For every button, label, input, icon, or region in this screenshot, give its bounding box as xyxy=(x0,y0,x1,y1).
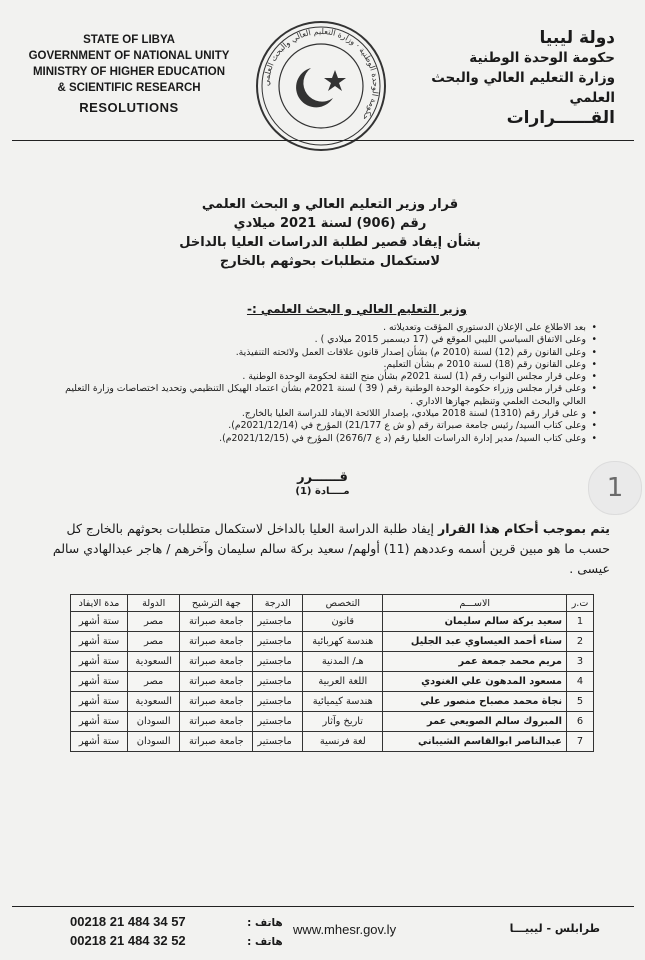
list-item: • وعلى القانون رقم (18) لسنة 2010 م بشأن التعليم. xyxy=(40,359,586,371)
table-cell: لغة فرنسية xyxy=(303,732,383,752)
header-ar-resolutions: القــــــرارات xyxy=(506,108,615,128)
table-cell: مريم محمد جمعة عمر xyxy=(383,652,567,672)
phone-number: 00218 21 484 32 52 xyxy=(70,933,186,948)
table-row xyxy=(71,632,594,652)
table-cell: جامعة صبراتة xyxy=(180,612,253,632)
footer-city: طرابلس - ليبيـــا xyxy=(509,922,600,935)
column-header: الدولة xyxy=(128,595,180,612)
table-cell: ماجستير xyxy=(253,672,303,692)
table-cell: سناء أحمد العيساوي عبد الجليل xyxy=(383,632,567,652)
star-icon xyxy=(324,70,346,91)
table-row xyxy=(71,712,594,732)
table-cell: جامعة صبراتة xyxy=(180,632,253,652)
table-cell: تاريخ وآثار xyxy=(303,712,383,732)
table-cell: 1 xyxy=(567,612,594,632)
article-lead: يتم بموجب أحكام هذا القرار xyxy=(438,521,610,536)
column-header: ت.ر xyxy=(567,595,594,612)
table-cell: هندسة كيميائية xyxy=(303,692,383,712)
table-cell: 6 xyxy=(567,712,594,732)
phone-number: 00218 21 484 34 57 xyxy=(70,914,186,929)
table-cell: مصر xyxy=(128,612,180,632)
column-header: التخصص xyxy=(303,595,383,612)
title-line: بشأن إيفاد قصير لطلبة الدراسات العليا بالداخل xyxy=(179,235,481,250)
column-header: الاســـم xyxy=(383,595,567,612)
table-cell: جامعة صبراتة xyxy=(180,732,253,752)
legal-basis-list xyxy=(40,322,600,445)
list-item: • وعلى كتاب السيد/ مدير إدارة الدراسات العليا رقم (د ع 2676/7) المؤرخ في (2021/12/15م). xyxy=(40,433,586,445)
minister-heading: وزير التعليم العالي و البحث العلمي :- xyxy=(246,302,467,316)
table-cell: جامعة صبراتة xyxy=(180,652,253,672)
header-ar-line: وزارة التعليم العالي والبحث العلمي xyxy=(431,70,615,106)
column-header: الدرجة xyxy=(253,595,303,612)
header-divider xyxy=(12,140,634,141)
students-table xyxy=(70,594,594,752)
header-en-line: MINISTRY OF HIGHER EDUCATION xyxy=(32,66,226,78)
footer-website: www.mhesr.gov.ly xyxy=(293,922,397,937)
header-en-line: GOVERNMENT OF NATIONAL UNITY xyxy=(28,50,230,62)
table-cell: ماجستير xyxy=(253,712,303,732)
table-cell: السعودية xyxy=(128,652,180,672)
table-row xyxy=(71,672,594,692)
table-cell: السعودية xyxy=(128,692,180,712)
table-cell: مصر xyxy=(128,672,180,692)
table-cell: سعيد بركة سالم سليمان xyxy=(383,612,567,632)
table-cell: مصر xyxy=(128,632,180,652)
footer-divider xyxy=(12,906,634,907)
table-cell: 2 xyxy=(567,632,594,652)
table-cell: ماجستير xyxy=(253,692,303,712)
table-cell: اللغة العربية xyxy=(303,672,383,692)
table-cell: مسعود المدهون علي الغنودي xyxy=(383,672,567,692)
table-cell: ستة أشهر xyxy=(71,692,128,712)
column-header: جهة الترشيح xyxy=(180,595,253,612)
table-cell: نجاة محمد مصباح منصور علي xyxy=(383,692,567,712)
table-cell: 4 xyxy=(567,672,594,692)
table-cell: ستة أشهر xyxy=(71,612,128,632)
table-cell: ستة أشهر xyxy=(71,672,128,692)
article-body: إيفاد طلبة الدراسة العليا بالداخل لاستكمال متطلبات بحوثهم بالخارج كل حسب ما هو مبين قرين أسمه وعددهم (11) أولهم/ سعيد بركة سالم سليمان وآخرهم / هاجر عبدالهادي سالم عيسى . xyxy=(52,521,610,576)
page-number-badge: 1 xyxy=(588,461,642,515)
header-arabic xyxy=(395,28,615,128)
table-cell: ماجستير xyxy=(253,732,303,752)
title-line: قرار وزير التعليم العالي و البحث العلمي xyxy=(201,197,459,212)
ministry-seal-logo xyxy=(253,18,389,154)
phone-label: هاتف : xyxy=(247,936,283,948)
header-en-line: STATE OF LIBYA xyxy=(83,34,175,46)
article-heading: مــــادة (1) xyxy=(295,486,350,497)
list-item: • وعلى كتاب السيد/ رئيس جامعة صبراتة رقم (و ش ع 21/177) المؤرخ في (2021/12/14م). xyxy=(40,420,586,432)
table-cell: ماجستير xyxy=(253,652,303,672)
table-cell: ماجستير xyxy=(253,612,303,632)
svg-text:حكومة الوحدة الوطنية · وزارة ا xyxy=(262,27,380,122)
list-item: • بعد الاطلاع على الإعلان الدستوري المؤقت وتعديلاته . xyxy=(40,322,586,334)
title-line: لاستكمال متطلبات بحوثهم بالخارج xyxy=(219,254,441,269)
footer-phones xyxy=(70,913,283,951)
column-header: مدة الايفاد xyxy=(71,595,128,612)
table-cell: ستة أشهر xyxy=(71,732,128,752)
list-item: • وعلى قرار مجلس وزراء حكومة الوحدة الوطنية رقم ( 39 ) لسنة 2021م بشأن اعتماد الهيكل التنظيمي وتحديد اختصاصات وزارة التعليم العالي والبحث العلمي وتنظيم جهازها الاداري . xyxy=(40,383,586,408)
table-cell: ستة أشهر xyxy=(71,652,128,672)
list-item: • وعلى قرار مجلس النواب رقم (1) لسنة 2021م بشأن منح الثقة لحكومة الوحدة الوطنية . xyxy=(40,371,586,383)
table-cell: 7 xyxy=(567,732,594,752)
table-cell: 5 xyxy=(567,692,594,712)
header-ar-line: دولة ليبيا xyxy=(539,28,615,48)
crescent-icon xyxy=(296,68,333,107)
phone-label: هاتف : xyxy=(247,917,283,929)
header-en-line: & SCIENTIFIC RESEARCH xyxy=(57,82,201,94)
table-cell: عبدالناصر ابوالقاسم الشيباني xyxy=(383,732,567,752)
table-row xyxy=(71,652,594,672)
table-cell: 3 xyxy=(567,652,594,672)
table-cell: جامعة صبراتة xyxy=(180,692,253,712)
table-row xyxy=(71,692,594,712)
header-en-resolutions: RESOLUTIONS xyxy=(79,100,179,115)
table-cell: السودان xyxy=(128,712,180,732)
header-ar-line: حكومة الوحدة الوطنية xyxy=(469,50,615,66)
article-text xyxy=(40,519,610,579)
table-cell: ستة أشهر xyxy=(71,632,128,652)
title-line: رقم (906) لسنة 2021 ميلادي xyxy=(233,216,427,231)
list-item: • وعلى القانون رقم (12) لسنة (2010 م) بشأن إصدار قانون علاقات العمل ولائحته التنفيذية. xyxy=(40,347,586,359)
table-cell: هـ/ المدنية xyxy=(303,652,383,672)
table-cell: المبروك سالم الصويعي عمر xyxy=(383,712,567,732)
table-header-row xyxy=(71,595,594,612)
seal-text: حكومة الوحدة الوطنية · وزارة التعليم العالي والبحث العلمي xyxy=(261,26,381,123)
table-cell: السودان xyxy=(128,732,180,752)
table-cell: ماجستير xyxy=(253,632,303,652)
table-cell: جامعة صبراتة xyxy=(180,672,253,692)
table-cell: ستة أشهر xyxy=(71,712,128,732)
table-cell: قانون xyxy=(303,612,383,632)
decree-title xyxy=(165,195,495,271)
list-item: • و على قرار رقم (1310) لسنة 2018 ميلادي، بإصدار اللائحة الايفاد للدراسة العليا بالخارج. xyxy=(40,408,586,420)
list-item: • وعلى الاتفاق السياسي الليبي الموقع في (17 ديسمبر 2015 ميلادي ) . xyxy=(40,334,586,346)
table-cell: هندسة كهربائية xyxy=(303,632,383,652)
decides-heading: قــــــرر xyxy=(297,470,348,485)
header-english xyxy=(18,32,240,116)
table-row xyxy=(71,732,594,752)
table-row xyxy=(71,612,594,632)
table-cell: جامعة صبراتة xyxy=(180,712,253,732)
